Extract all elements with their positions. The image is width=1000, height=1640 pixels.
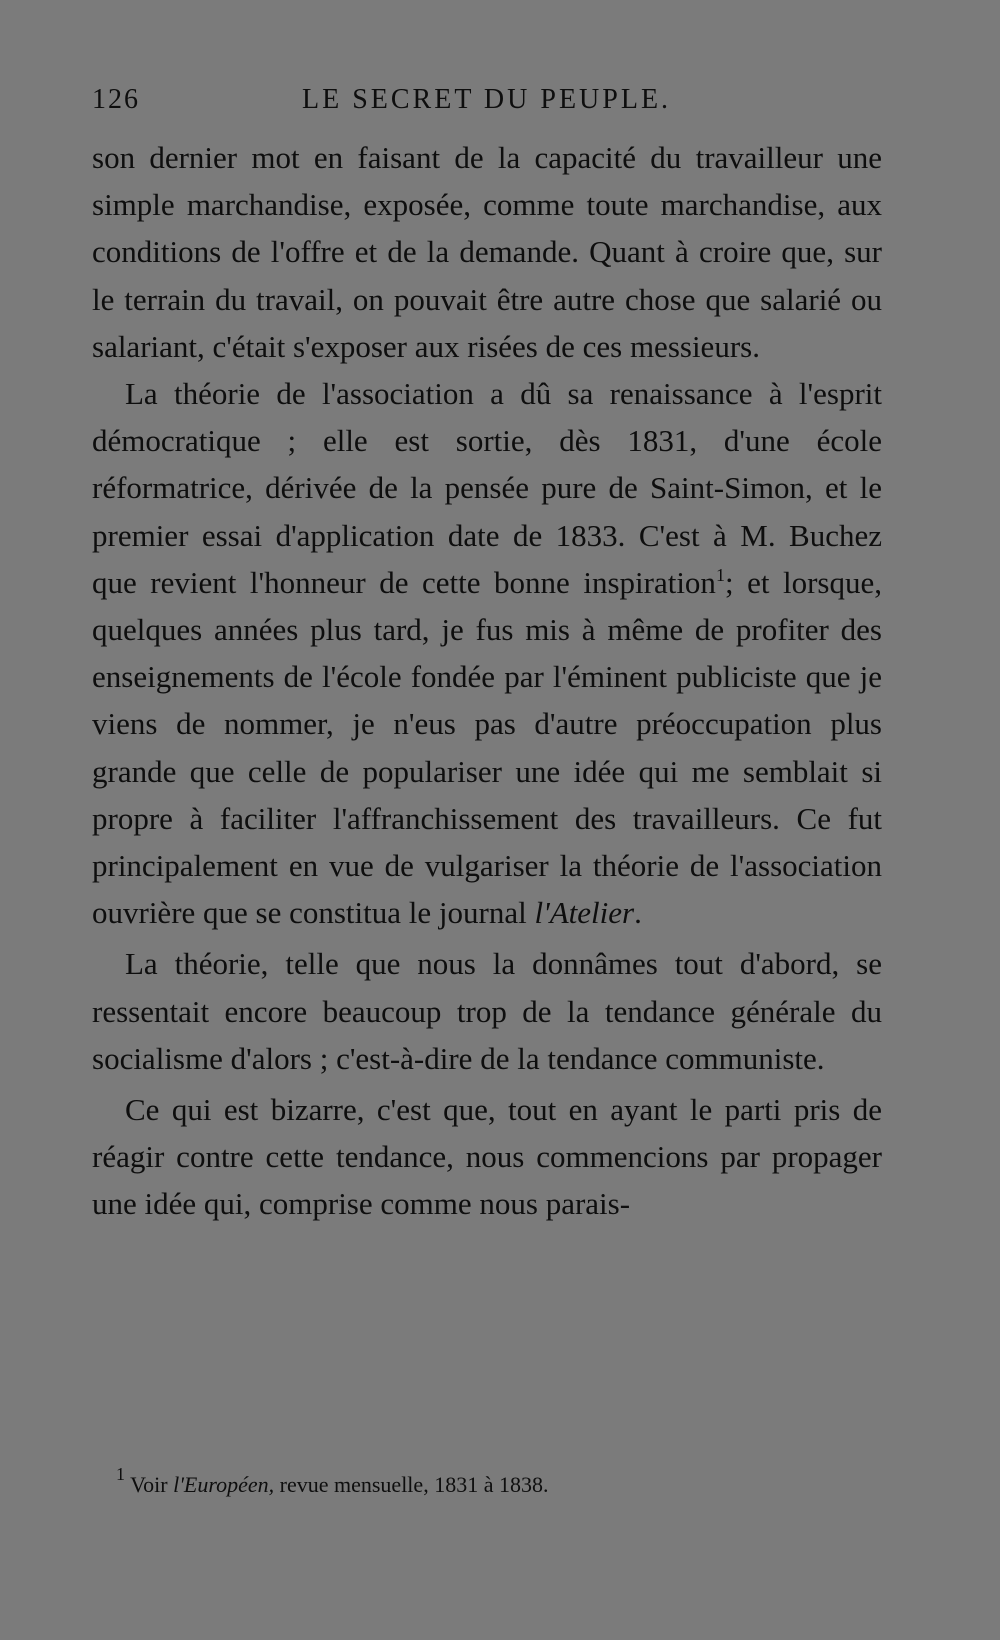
- running-title: LE SECRET DU PEUPLE.: [302, 84, 672, 115]
- paragraph: [92, 370, 882, 936]
- journal-title: l'Atelier: [534, 895, 635, 931]
- page-number: 126: [92, 84, 140, 115]
- footnote-marker: 1: [116, 1464, 125, 1484]
- running-header: [92, 84, 882, 124]
- footnote-reference: 1: [715, 564, 725, 585]
- paragraph-text: ; et lorsque, quelques années plus tard, je fus mis à même de profiter des enseignements de l'école fondée par l'éminent publiciste que je viens de nommer, je n'eus pas d'autre préoccupation plus grande que celle de populariser une idée qui me semblait si propre à faciliter l'affranchissement des travailleurs. Ce fut principalement en vue de vulgariser la théorie de l'association ouvrière que se constitua le journal: [92, 564, 882, 931]
- body-text: [92, 134, 882, 1228]
- paragraph: son dernier mot en faisant de la capacité du travailleur une simple marchandise, exposée, comme toute marchandise, aux conditions de l'offre et de la demande. Quant à croire que, sur le terrain du travail, on pouvait être autre chose que salarié ou salariant, c'était s'exposer aux risées de ces messieurs.: [92, 140, 882, 364]
- footnote: [116, 1464, 816, 1500]
- paragraph-end: .: [634, 895, 642, 931]
- footnote-text: revue mensuelle, 1831 à 1838.: [274, 1472, 549, 1497]
- footnote-source-title: l'Européen,: [173, 1472, 275, 1497]
- paragraph: Ce qui est bizarre, c'est que, tout en ayant le parti pris de réagir contre cette tendance, nous commencions par propager une idée qui, comprise comme nous parais-: [92, 1092, 882, 1222]
- paragraph: La théorie, telle que nous la donnâmes tout d'abord, se ressentait encore beaucoup trop de la tendance générale du socialisme d'alors ; c'est-à-dire de la tendance communiste.: [92, 946, 882, 1076]
- paragraph-text: La théorie de l'association a dû sa renaissance à l'esprit démocratique ; elle est sortie, dès 1831, d'une école réformatrice, dérivée de la pensée pure de Saint-Simon, et le premier essai d'application date de 1833. C'est à M. Buchez que revient l'honneur de cette bonne inspiration: [92, 376, 882, 600]
- footnote-lead: Voir: [130, 1472, 174, 1497]
